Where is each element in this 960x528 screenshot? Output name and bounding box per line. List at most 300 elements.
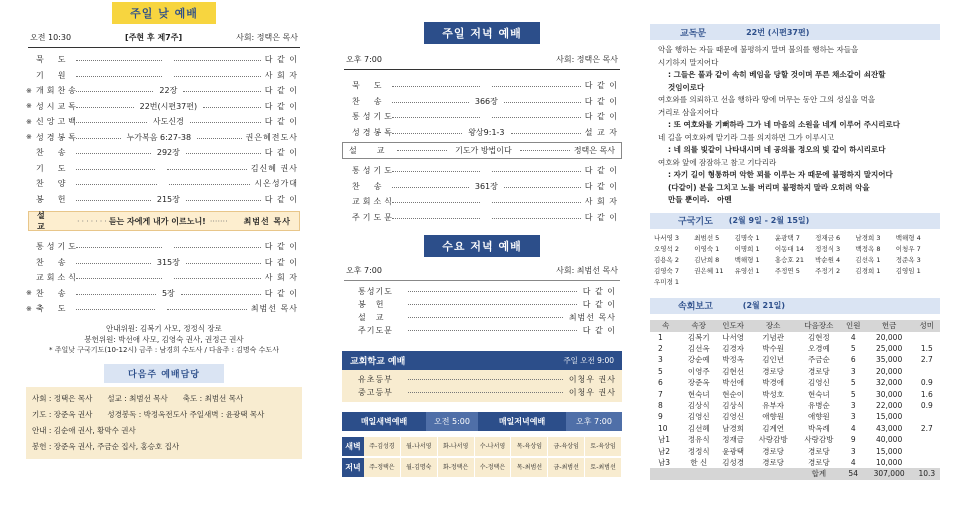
table-cell: 현순이 <box>722 389 744 399</box>
table-cell <box>914 457 940 468</box>
item-label: 통성기도 <box>352 166 395 176</box>
order-of-service-after <box>26 235 302 317</box>
item-detail: 누가복음 6:27-38 <box>126 132 192 142</box>
service-time: 오전 10:30 <box>30 33 72 42</box>
item-label: 성경봉독 <box>352 127 395 137</box>
table-row <box>650 434 940 445</box>
schedule-cell: 금-육상임 <box>548 437 585 456</box>
item-leader: 다 같 이 <box>584 81 618 91</box>
table-cell: 1.6 <box>920 389 933 399</box>
notes <box>26 323 302 356</box>
table-cell: 30,000 <box>875 389 903 399</box>
item-leader: 다 같 이 <box>264 242 298 252</box>
prayer-name: 김용옥 2 <box>654 255 680 264</box>
table-cell: 3 <box>658 355 663 365</box>
table-cell: 경로당 <box>808 457 830 467</box>
prayer-name: 이명희 1 <box>734 244 760 253</box>
table-cell: 25,000 <box>875 344 903 354</box>
column-header: 인원 <box>842 320 865 332</box>
column-header: 다음장소 <box>796 320 842 332</box>
table-header <box>650 320 940 332</box>
item-detail: 361장 <box>474 181 498 191</box>
prayer-name: 정정식 3 <box>815 244 841 253</box>
prayer-name: 홍승호 21 <box>774 255 805 264</box>
prayer-name: 주정기 2 <box>815 266 841 275</box>
table-row <box>650 400 940 411</box>
sunday-evening-title: 주일 저녁 예배 <box>424 22 540 44</box>
table-cell: 5 <box>658 366 663 376</box>
service-item <box>36 68 298 84</box>
service-info-row <box>26 28 302 47</box>
service-info-row <box>342 261 622 280</box>
column-header: 속 <box>650 320 682 332</box>
table-cell: 김영신 <box>808 378 830 388</box>
table-cell: 0.9 <box>920 401 933 411</box>
table-cell: 15,000 <box>875 446 903 456</box>
table-cell: 3 <box>850 366 856 376</box>
table-cell: 경로당 <box>808 446 830 456</box>
schedule-cell: 목-육상임 <box>511 437 548 456</box>
item-label: 통성기도 <box>358 287 393 296</box>
table-cell: 10,000 <box>875 457 903 467</box>
table-row <box>650 457 940 468</box>
service-item <box>352 109 618 125</box>
item-label: 중고등부 <box>358 388 393 397</box>
item-detail: 왕상9:1-3 <box>468 127 505 137</box>
item-label: 주기도문 <box>358 326 393 335</box>
table-cell: 김인년 <box>762 355 785 365</box>
item-label: 찬 송 <box>352 181 385 191</box>
table-cell: 1.5 <box>920 344 933 354</box>
schedule-cell: 수-정택은 <box>475 458 512 477</box>
table-cell: 남3 <box>658 457 671 467</box>
item-leader: 다 같 이 <box>264 148 298 158</box>
item-label: 봉 헌 <box>358 300 385 309</box>
item-label: 통성기도 <box>352 112 395 122</box>
prayer-name: 백정옥 8 <box>855 244 881 253</box>
section-header <box>26 364 302 383</box>
table-cell: 9 <box>658 412 663 422</box>
table-cell: 43,000 <box>875 423 903 433</box>
table-cell: 9 <box>850 435 856 445</box>
order-of-service <box>26 48 302 207</box>
table-cell: 김선혜 <box>687 423 710 433</box>
item-label: 묵 도 <box>352 81 385 91</box>
table-cell: 4 <box>850 332 856 342</box>
service-item <box>352 125 618 141</box>
table-cell: 2.7 <box>920 355 933 365</box>
item-leader: 다 같 이 <box>582 326 616 335</box>
prayer-name: 남경희 3 <box>855 233 881 242</box>
column-evening <box>342 0 622 528</box>
item-leader: 사 회 자 <box>264 70 298 80</box>
schedule-cell: 금-최범선 <box>548 458 585 477</box>
item-leader: 다 같 이 <box>264 194 298 204</box>
schedule-cell: 주-김성경 <box>364 437 401 456</box>
dawn-time: 오전 5:00 <box>426 412 478 431</box>
table-cell: 나서영 <box>722 332 744 342</box>
item-leader: 다 같 이 <box>582 287 616 296</box>
dawn-title: 매일새벽예배 <box>342 412 426 431</box>
dawn-schedule <box>342 437 622 456</box>
table-cell <box>914 434 940 445</box>
item-detail: 사도신경 <box>152 117 184 127</box>
table-cell: 1 <box>658 332 663 342</box>
prayer-name <box>896 277 936 288</box>
table-cell: 경로당 <box>762 457 785 467</box>
table-cell: 애향원 <box>808 412 830 422</box>
item-leader: 설 교 자 <box>584 127 618 137</box>
item-label: 찬 양 <box>36 179 69 189</box>
verse-title: 교독문 <box>680 28 707 39</box>
section-header <box>342 235 622 257</box>
required-mark: ※ <box>26 117 32 126</box>
service-item <box>352 179 618 195</box>
verse-line: 시기하지 말지어다 <box>658 57 719 67</box>
item-leader: 사 회 자 <box>584 197 618 207</box>
table-cell: 김복기 <box>687 332 710 342</box>
table-row <box>650 423 940 434</box>
schedule-cell: 월-김명숙 <box>401 458 438 477</box>
table-cell: 박성호 <box>762 389 785 399</box>
schedule-cell: 월-나서영 <box>401 437 438 456</box>
service-item <box>36 255 298 271</box>
item-label: 축 도 <box>36 304 69 314</box>
item-label: 찬 송 <box>352 96 385 106</box>
duty-box <box>26 387 302 459</box>
prayer-name: 김선옥 1 <box>855 255 881 264</box>
schedule-cell: 토-최범선 <box>585 458 622 477</box>
table-cell: 김선옥 <box>687 344 710 354</box>
table-cell: 현숙녀 <box>687 389 710 399</box>
item-leader: 다 같 이 <box>584 166 618 176</box>
table-cell: 6 <box>658 378 663 388</box>
item-label: 신앙고백 <box>36 117 79 127</box>
table-cell: 8 <box>658 401 663 411</box>
table-cell: 김성경 <box>722 457 744 467</box>
item-leader: 권은혜전도사 <box>245 132 298 142</box>
table-cell: 남경희 <box>722 423 744 433</box>
table-cell: 김경자 <box>722 344 744 354</box>
prayer-name: 박순원 4 <box>815 255 841 264</box>
verse-header <box>650 24 940 40</box>
table-cell: 유병순 <box>808 401 830 411</box>
table-cell: 5 <box>850 344 856 354</box>
prayer-grid <box>650 229 940 292</box>
table-cell: 애향원 <box>762 412 785 422</box>
list-item <box>342 324 622 337</box>
table-cell: 7 <box>658 389 663 399</box>
duty-line: 봉헌 : 장준옥 권사, 주금순 집사, 홍승호 집사 <box>32 441 180 451</box>
prayer-name: 오영석 2 <box>654 244 680 253</box>
report-title: 속회보고 <box>678 302 713 312</box>
table-cell: 윤광택 <box>722 446 744 456</box>
service-item <box>36 176 298 192</box>
prayer-name <box>775 277 815 288</box>
list-item <box>342 298 622 311</box>
item-leader: 다 같 이 <box>264 101 299 111</box>
prayer-name: 정재금 6 <box>815 233 841 242</box>
wednesday-title: 수요 저녁 예배 <box>424 235 540 257</box>
table-row <box>650 377 940 388</box>
prayer-name: 유영선 1 <box>734 266 760 275</box>
prayer-name: 이영숙 1 <box>694 244 720 253</box>
item-detail: 292장 <box>156 148 180 158</box>
schedule-cell: 화-나서영 <box>438 437 475 456</box>
prayer-name <box>815 277 855 288</box>
item-label: 기 원 <box>36 70 69 80</box>
table-cell: 기념관 <box>762 332 785 342</box>
total-cell <box>682 468 716 479</box>
table-cell: 정유식 <box>687 435 710 445</box>
evening-time: 오후 7:00 <box>566 412 622 431</box>
prayer-name: 김난희 8 <box>694 255 720 264</box>
item-leader: 다 같 이 <box>264 117 299 127</box>
table-cell: 35,000 <box>875 355 903 365</box>
sermon-row <box>342 142 622 159</box>
item-label: 통성기도 <box>36 242 79 252</box>
schedule-cell: 토-육상임 <box>585 437 622 456</box>
liturgical-week: [주현 후 제7주] <box>125 33 183 42</box>
item-leader: 최범선 목사 <box>568 313 616 322</box>
prayer-title: 구국기도 <box>678 217 713 227</box>
prayer-name <box>735 277 775 288</box>
prayer-name: 주정연 5 <box>774 266 800 275</box>
total-cell: 307,000 <box>865 468 914 479</box>
column-header: 인도자 <box>716 320 750 332</box>
table-cell: 박경애 <box>762 378 785 388</box>
item-leader: 다 같 이 <box>264 288 299 298</box>
table-cell: 10 <box>658 423 668 433</box>
verse-line: : 그들은 풀과 같이 속히 베임을 당할 것이며 푸른 채소같이 쇠잔할 <box>668 70 886 79</box>
service-item <box>352 163 618 179</box>
verse-line: 악을 행하는 자들 때문에 불평하지 말며 불의를 행하는 자들을 <box>658 45 859 54</box>
item-leader: 최범선 목사 <box>250 304 298 314</box>
service-info-row <box>342 50 622 69</box>
item-leader: 김신혜 권사 <box>250 163 298 173</box>
table-cell: 김상식 <box>722 401 744 411</box>
service-item <box>36 239 298 255</box>
required-mark: ※ <box>26 304 32 313</box>
presider: 사회: 정택은 목사 <box>556 55 618 64</box>
prayer-name: 권은혜 11 <box>694 266 724 275</box>
table-cell: 사랑감방 <box>804 435 834 445</box>
item-label: 성경봉독 <box>36 132 79 142</box>
school-time: 주일 오전 9:00 <box>563 356 614 365</box>
schedule-cell: 목-최범선 <box>511 458 548 477</box>
sermon-title: 듣는 자에게 내가 이르노니! <box>108 216 206 226</box>
column-header: 성미 <box>914 320 940 332</box>
schedule-cell: 주-정택은 <box>364 458 401 477</box>
table-row <box>650 445 940 456</box>
item-label: 찬 송 <box>36 257 69 267</box>
item-detail: 22장 <box>159 86 178 96</box>
verse-line: 것임이로다 <box>668 82 705 92</box>
report-table <box>650 320 940 480</box>
service-item <box>26 114 299 130</box>
item-label: 교회소식 <box>36 273 79 283</box>
service-item <box>36 52 298 68</box>
duty-line: 안내 : 김순애 권사, 황막수 권사 <box>32 425 136 435</box>
schedule-cell: 화-정택은 <box>438 458 475 477</box>
item-leader: 사 회 자 <box>264 273 298 283</box>
item-label: 유초등부 <box>358 375 393 384</box>
table-cell: 3 <box>850 446 856 456</box>
prayer-name: 이청우 7 <box>895 244 921 253</box>
service-item <box>26 301 298 317</box>
item-detail: 315장 <box>156 257 180 267</box>
order-of-service <box>342 70 622 140</box>
total-cell <box>716 468 750 479</box>
service-item <box>352 194 618 210</box>
verse-line: 만들 뿐이라. 아멘 <box>668 195 732 204</box>
item-leader: 다 같 이 <box>584 96 618 106</box>
total-cell: 54 <box>842 468 865 479</box>
table-cell: 현숙녀 <box>808 389 830 399</box>
verse-subtitle: 22번 (시편37편) <box>746 27 810 37</box>
school-bar <box>342 351 622 370</box>
verse-line: (다같이) 분을 그치고 노를 버리며 불평하지 말라 오히려 악을 <box>668 182 870 192</box>
dawn-tag: 새벽 <box>342 437 364 456</box>
table-cell: 장준옥 <box>687 378 710 388</box>
wednesday-order <box>342 281 622 337</box>
service-item <box>36 270 298 286</box>
item-detail: 215장 <box>156 194 180 204</box>
verse-line: 네 길을 여호와께 맡기라 그를 의지하면 그가 이루시고 <box>658 132 835 142</box>
table-cell: 6 <box>850 355 856 365</box>
table-row <box>650 332 940 343</box>
item-label: 찬 송 <box>36 288 69 298</box>
item-leader: 다 같 이 <box>264 86 299 96</box>
service-item <box>26 83 299 99</box>
required-mark: ※ <box>26 86 32 95</box>
sunday-morning-title: 주일 낮 예배 <box>112 2 216 24</box>
presider: 사회: 정택은 목사 <box>236 33 298 42</box>
section-header <box>26 2 302 24</box>
column-header: 장소 <box>750 320 796 332</box>
table-cell: 주금순 <box>808 355 830 365</box>
item-leader: 다 같 이 <box>264 257 298 267</box>
presider: 사회: 최범선 목사 <box>556 266 618 275</box>
evening-tag: 저녁 <box>342 458 364 477</box>
item-leader: 이청우 권사 <box>568 388 616 397</box>
service-item <box>26 286 299 302</box>
table-cell: 김영신 <box>722 412 744 422</box>
item-leader: 다 같 이 <box>264 55 298 65</box>
table-cell <box>914 411 940 422</box>
item-label: 찬 송 <box>36 148 69 158</box>
table-cell: 강순예 <box>687 355 710 365</box>
table-cell: 김계연 <box>762 423 785 433</box>
table-cell: 경로당 <box>762 366 785 376</box>
table-cell: 유부자 <box>762 401 785 411</box>
required-mark: ※ <box>26 289 32 298</box>
sermon-preacher: 정택은 목사 <box>573 146 616 155</box>
table-cell: 3 <box>850 412 856 422</box>
service-item <box>36 145 298 161</box>
item-leader: 다 같 이 <box>584 212 618 222</box>
table-row <box>650 411 940 422</box>
report-subtitle: (2월 21일) <box>742 301 786 310</box>
table-cell: 40,000 <box>875 435 903 445</box>
service-item <box>36 161 298 177</box>
item-label: 교회소식 <box>352 197 395 207</box>
table-cell: 김현선 <box>722 366 744 376</box>
table-cell <box>914 366 940 377</box>
verse-line: 거리로 삼을지어다 <box>658 107 719 117</box>
prayer-name: 우미경 1 <box>654 277 680 286</box>
sermon-row: 설 교 ······· 듣는 자에게 내가 이르노니! ······· 최범선 목사 <box>28 211 300 231</box>
table-cell: 경로당 <box>808 366 830 376</box>
prayer-name: 윤광택 7 <box>774 233 800 242</box>
table-cell: 김현정 <box>808 332 830 342</box>
table-cell: 0.9 <box>920 378 933 388</box>
total-cell <box>750 468 796 479</box>
total-row <box>650 468 940 479</box>
table-cell: 남1 <box>658 435 671 445</box>
service-item <box>36 192 298 208</box>
item-label: 성시교독 <box>36 101 79 111</box>
prayer-name: 김명숙 1 <box>734 233 760 242</box>
table-cell: 정재금 <box>722 435 744 445</box>
responsive-reading <box>650 44 940 207</box>
schedule-cell: 수-나서영 <box>475 437 512 456</box>
service-time: 오후 7:00 <box>346 266 382 275</box>
table-cell: 경로당 <box>762 446 785 456</box>
duty-line: 사회 : 정택은 목사 설교 : 최범선 목사 축도 : 최범선 목사 <box>32 393 244 403</box>
table-cell: 박수원 <box>762 344 785 354</box>
prayer-name: 김경희 1 <box>855 266 881 275</box>
item-label: 묵 도 <box>36 55 69 65</box>
item-detail: 5장 <box>161 288 175 298</box>
sermon-title: 기도가 방법이다 <box>455 146 512 155</box>
prayer-name <box>694 277 734 288</box>
item-leader: 다 같 이 <box>582 300 616 309</box>
table-cell: 15,000 <box>875 412 903 422</box>
list-item <box>342 386 622 399</box>
service-item <box>352 210 618 226</box>
list-item <box>342 373 622 386</box>
verse-line: 여호와 앞에 잠잠하고 참고 기다리라 <box>658 157 777 167</box>
note-line: 봉헌위원: 박선애 사모, 김영숙 권사, 권정근 권사 <box>84 334 244 344</box>
item-leader: 이청우 권사 <box>568 375 616 384</box>
column-header: 속장 <box>682 320 716 332</box>
item-label: 봉 헌 <box>36 194 69 204</box>
item-label: 개회찬송 <box>36 86 79 96</box>
total-cell <box>650 468 682 479</box>
verse-line: : 자기 길이 형통하며 악한 꾀를 이루는 자 때문에 불평하지 말지어다 <box>668 170 893 179</box>
required-mark: ※ <box>26 102 32 111</box>
table-row <box>650 388 940 399</box>
item-leader: 다 같 이 <box>584 181 618 191</box>
total-cell: 합계 <box>796 468 842 479</box>
table-cell: 2 <box>658 344 663 354</box>
prayer-name: 백해형 1 <box>734 255 760 264</box>
table-cell: 사랑감방 <box>758 435 788 445</box>
service-item <box>352 78 618 94</box>
table-cell: 4 <box>850 423 856 433</box>
table-cell: 5 <box>850 389 856 399</box>
table-cell: 22,000 <box>875 401 903 411</box>
prayer-name: 이동대 14 <box>774 244 805 253</box>
order-of-service-after <box>342 163 622 225</box>
prayer-name <box>855 277 895 288</box>
verse-line: : 네 의를 빛같이 나타내시며 네 공의를 정오의 빛 같이 하시리로다 <box>668 145 886 154</box>
table-cell <box>914 332 940 343</box>
total-cell: 10.3 <box>914 468 940 479</box>
duty-title: 다음주 예배담당 <box>104 364 224 383</box>
note-line: * 주일낮 구국기도(10-12시) 금주 : 남경희 수도사 / 다음주 : 김명숙 수도사 <box>49 345 279 354</box>
